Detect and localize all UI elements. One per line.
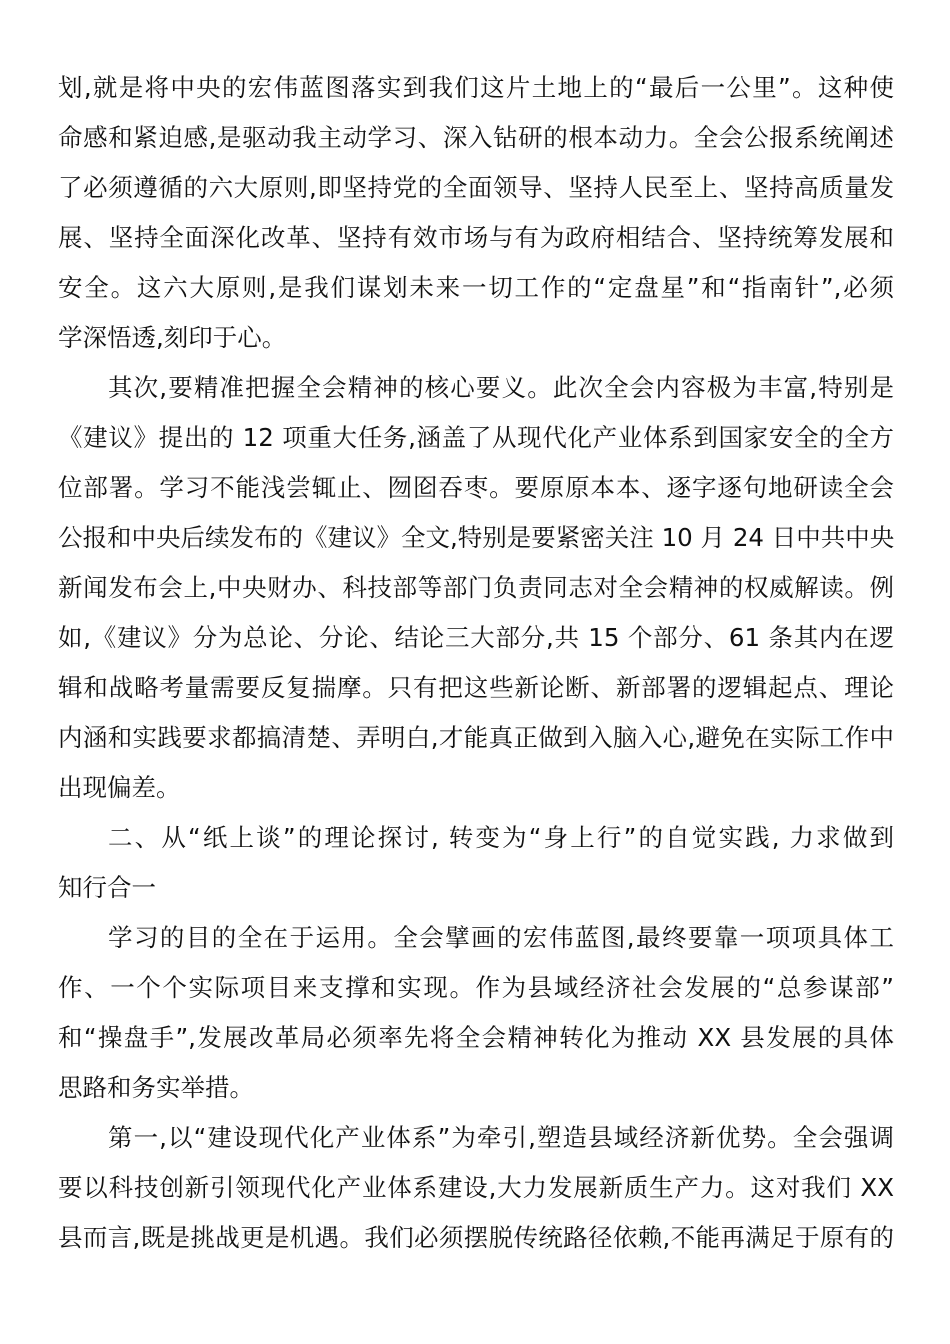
text-line: 作、一个个实际项目来支撑和实现。作为县域经济社会发展的“总参谋部” bbox=[58, 973, 894, 1002]
text-line: 了必须遵循的六大原则,即坚持党的全面领导、坚持人民至上、坚持高质量发 bbox=[58, 173, 894, 202]
text-line: 和“操盘手”,发展改革局必须率先将全会精神转化为推动 XX 县发展的具体 bbox=[58, 1023, 894, 1052]
document-page bbox=[58, 63, 894, 1263]
heading-line: 知行合一 bbox=[58, 873, 156, 902]
text-line: 命感和紧迫感,是驱动我主动学习、深入钻研的根本动力。全会公报系统阐述 bbox=[58, 123, 894, 152]
text-line: 新闻发布会上,中央财办、科技部等部门负责同志对全会精神的权威解读。例 bbox=[58, 573, 894, 602]
paragraph-continued bbox=[58, 63, 894, 363]
paragraph-industry-system bbox=[58, 1113, 894, 1263]
text-line: 内涵和实践要求都搞清楚、弄明白,才能真正做到入脑入心,避免在实际工作中 bbox=[58, 723, 894, 752]
text-line: 位部署。学习不能浅尝辄止、囫囵吞枣。要原原本本、逐字逐句地研读全会 bbox=[58, 473, 894, 502]
text-line: 学深悟透,刻印于心。 bbox=[58, 323, 287, 352]
text-line: 公报和中央后续发布的《建议》全文,特别是要紧密关注 10 月 24 日中共中央 bbox=[58, 523, 895, 552]
text-line: 如,《建议》分为总论、分论、结论三大部分,共 15 个部分、61 条其内在逻 bbox=[58, 623, 894, 652]
text-line: 思路和务实举措。 bbox=[58, 1073, 254, 1102]
text-line: 出现偏差。 bbox=[58, 773, 181, 802]
text-line: 划,就是将中央的宏伟蓝图落实到我们这片土地上的“最后一公里”。这种使 bbox=[58, 73, 894, 102]
text-line: 第一,以“建设现代化产业体系”为牵引,塑造县域经济新优势。全会强调 bbox=[108, 1123, 894, 1152]
text-line: 要以科技创新引领现代化产业体系建设,大力发展新质生产力。这对我们 XX bbox=[58, 1173, 894, 1202]
paragraph-application bbox=[58, 913, 894, 1113]
section-heading bbox=[58, 813, 894, 913]
text-line: 其次,要精准把握全会精神的核心要义。此次全会内容极为丰富,特别是 bbox=[108, 373, 894, 402]
text-line: 《建议》提出的 12 项重大任务,涵盖了从现代化产业体系到国家安全的全方 bbox=[58, 423, 894, 452]
text-line: 学习的目的全在于运用。全会擘画的宏伟蓝图,最终要靠一项项具体工 bbox=[108, 923, 894, 952]
paragraph-core-essence bbox=[58, 363, 894, 813]
text-line: 安全。这六大原则,是我们谋划未来一切工作的“定盘星”和“指南针”,必须 bbox=[58, 273, 894, 302]
heading-line: 二、从“纸上谈”的理论探讨, 转变为“身上行”的自觉实践, 力求做到 bbox=[108, 823, 894, 852]
text-line: 辑和战略考量需要反复揣摩。只有把这些新论断、新部署的逻辑起点、理论 bbox=[58, 673, 894, 702]
text-line: 展、坚持全面深化改革、坚持有效市场与有为政府相结合、坚持统筹发展和 bbox=[58, 223, 894, 252]
text-line: 县而言,既是挑战更是机遇。我们必须摆脱传统路径依赖,不能再满足于原有的 bbox=[58, 1223, 894, 1252]
